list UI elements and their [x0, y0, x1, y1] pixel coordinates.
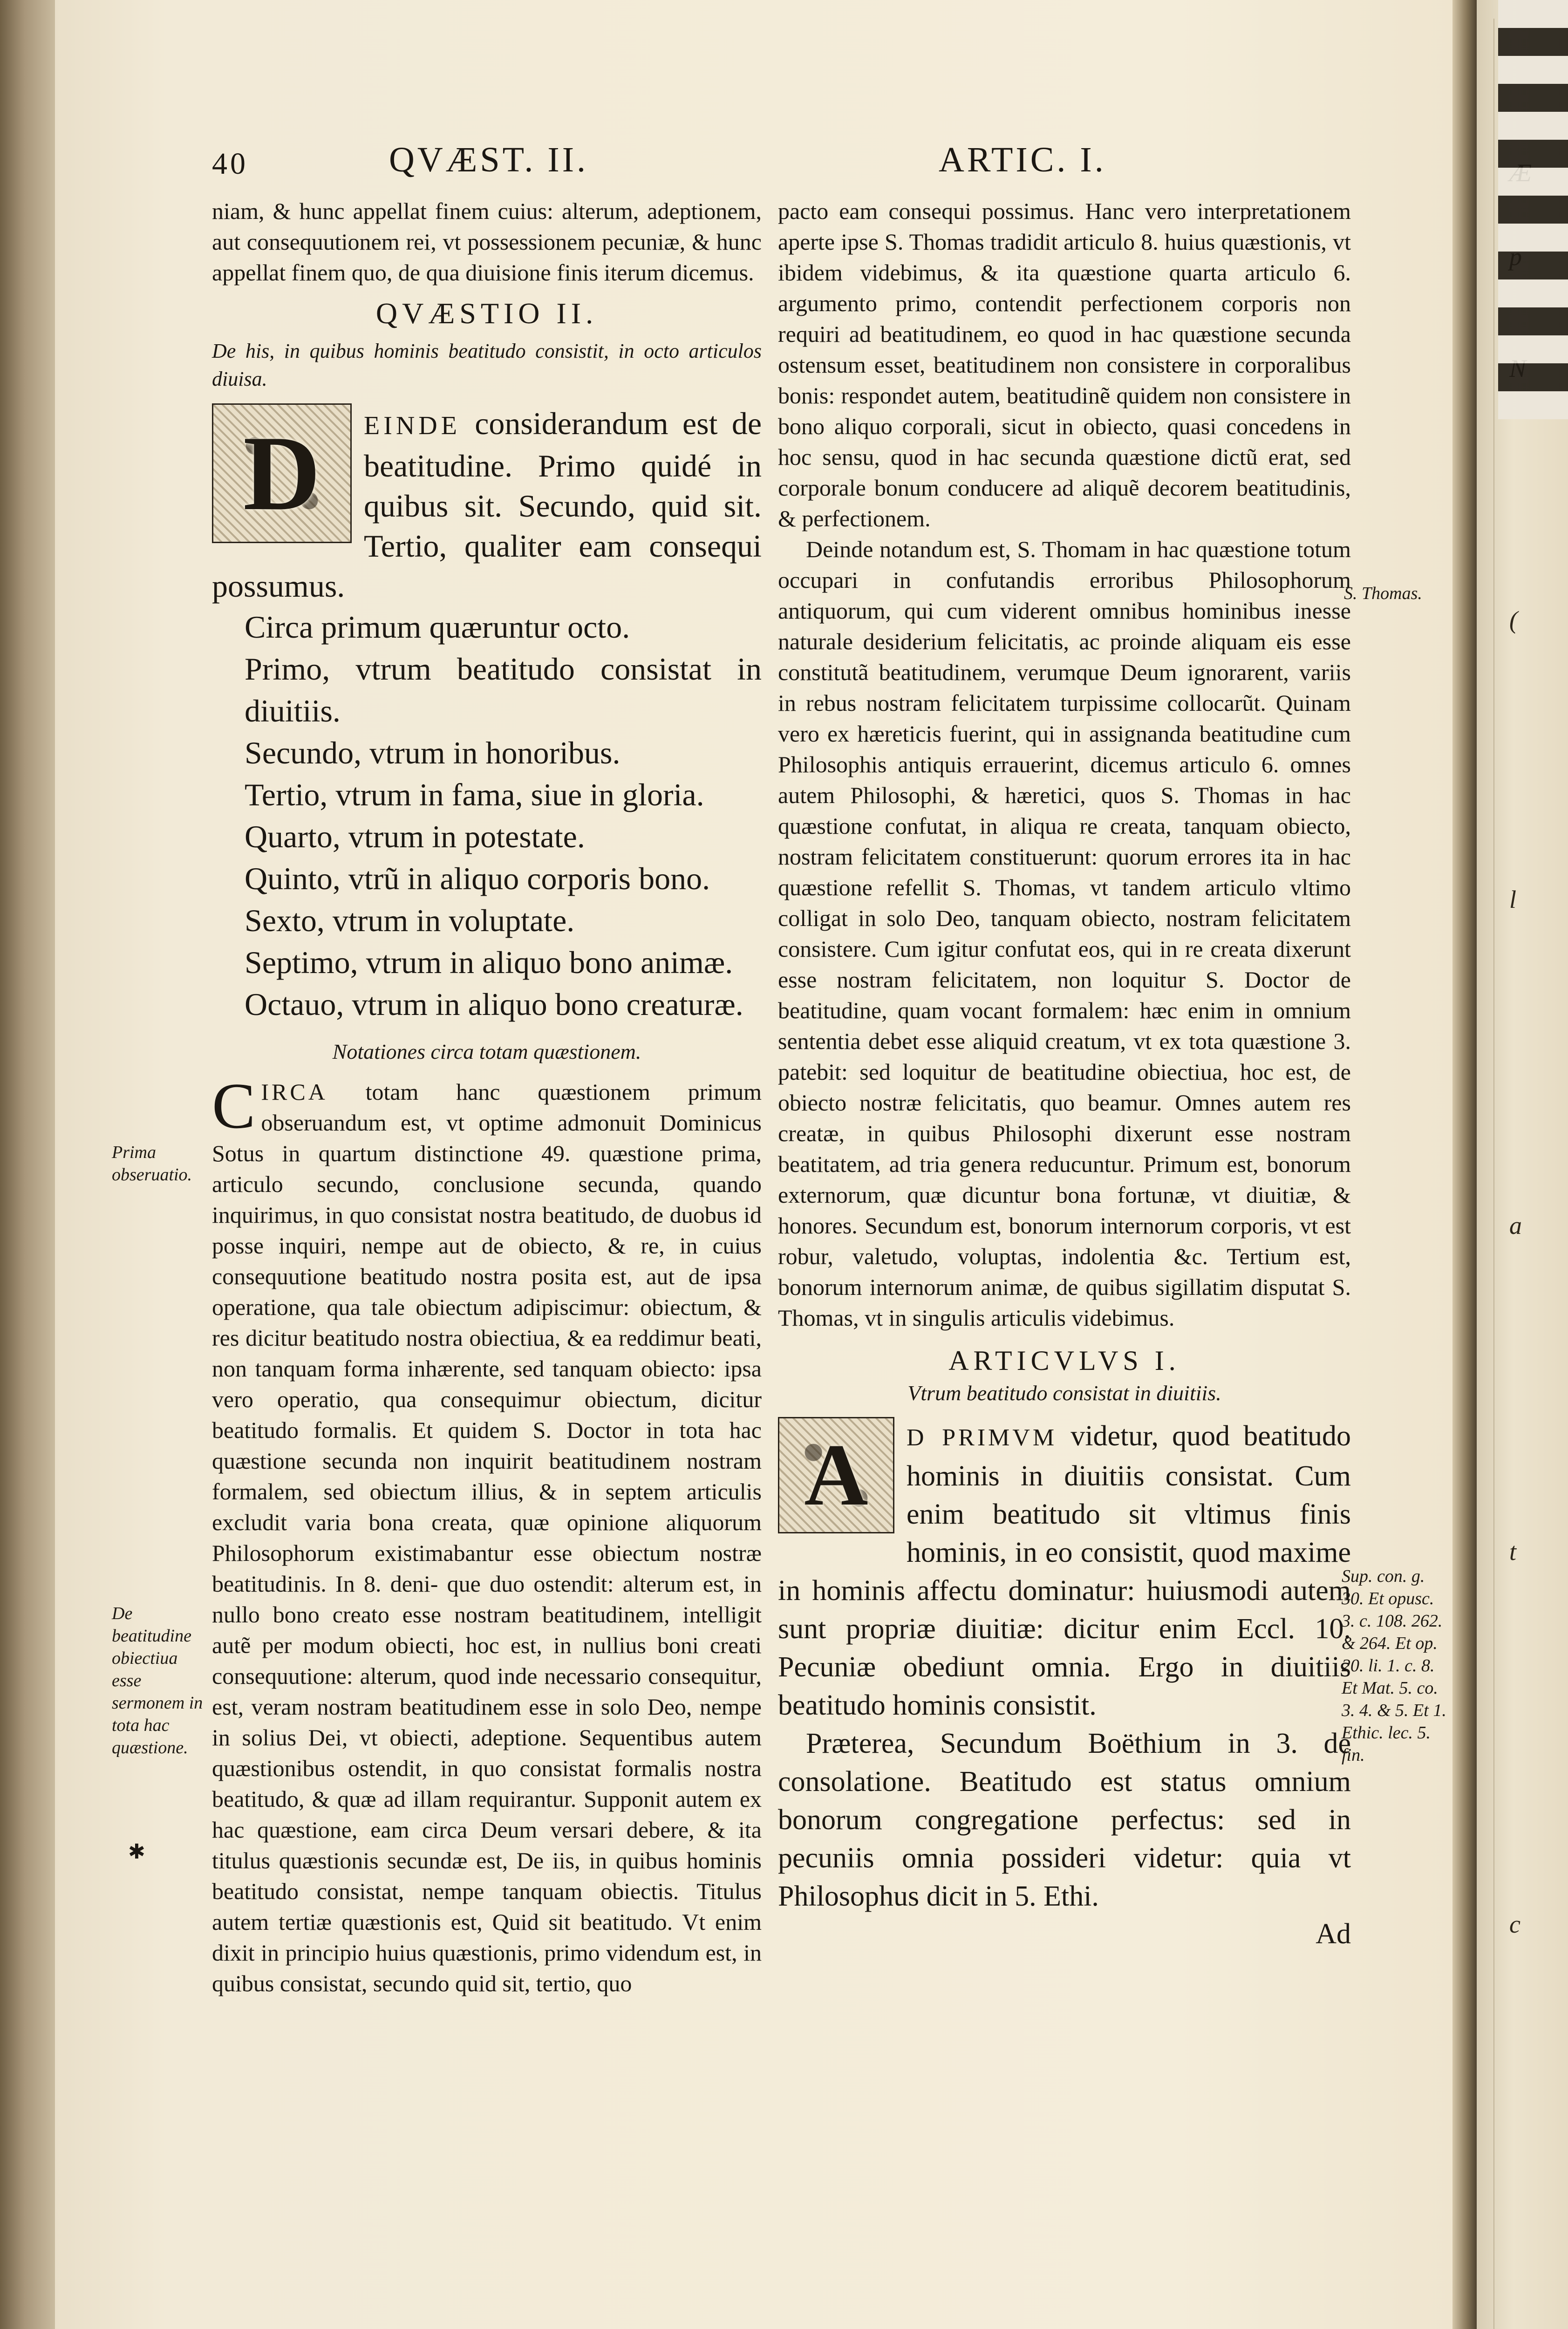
- margin-note-prima-obseruatio: Prima obseruatio.: [112, 1143, 192, 1185]
- question-item: Quinto, vtrũ in aliquo corporis bono.: [245, 861, 710, 896]
- decorated-initial-a: A: [778, 1417, 894, 1533]
- question-item: Sexto, vtrum in voluptate.: [245, 903, 575, 938]
- facing-page-edge: [1477, 0, 1568, 2329]
- article-title: ARTICVLVS I.: [948, 1345, 1180, 1376]
- question-item: Septimo, vtrum in aliquo bono animæ.: [245, 945, 733, 980]
- right-column: [778, 196, 1351, 1953]
- page-number: 40: [212, 147, 248, 181]
- running-head-question: QVÆST. II.: [389, 140, 589, 179]
- intro-smallcaps: EINDE: [364, 411, 461, 440]
- facing-page-char: a: [1509, 1212, 1522, 1239]
- facing-page-char: l: [1509, 885, 1517, 913]
- question-title: QVÆSTIO II.: [375, 297, 598, 330]
- carry-over-paragraph: niam, & hunc appellat finem cuius: alterum, adeptionem, aut consequutionem rei, vt possessionem pecuniæ, & hunc appellat finem quo, de qua diuisione finis iterum dicemus.: [212, 198, 762, 286]
- facing-page-rule: [1493, 19, 1494, 2329]
- book-binding-left: [0, 0, 55, 2329]
- right-paragraph-2: Deinde notandum est, S. Thomam in hac quæstione totum occupari in confutandis erroribus Philosophorum antiquorum, qui cum viderent omnibus hominibus inesse naturale desiderium felicitatis, ac proinde aliquam eis esse constitutã beatitudinem, verumque Deum ignorarent, variis in rebus nostram felicitatem turpissime collocarũt. Quinam vero ex hæreticis fuerint, qui in assignanda beatitudine cum Philosophis antiquis errauerint, dicemus articulo 6. omnes autem Philosophi, & hæretici, quos S. Thomas in hac quæstione confutat, in aliqua re creata, tanquam obiecto, nostram felicitatem constituerunt: quorum errores ita in hac quæstione refellit S. Thomas, vt tandem articulo vltimo colligat in solo Deo, tanquam obiecto, nostram felicitatem consistere. Cum igitur confutat eos, qui in re creata dixerunt esse nostram felicitatem, non loquitur S. Doctor de beatitudine, quam vocant formalem: hæc enim in omnium sententia debet esse aliquid creatum, vt ex tota quæstione 3. patebit: sed loquitur de beatitudine obiectiua, hoc est, de obiecto nostræ felicitatis, quo beamur. Omnes autem res creatæ, in quibus Philosophi dixerunt esse nostram beatitatem, ad tria genera reducuntur. Primum est, bonorum externorum, quæ dicuntur bona fortunæ, vt diuitiæ, & honores. Secundum est, bonorum internorum corporis, vt est robur, valetudo, voluptas, indolentia &c. Tertium est, bonorum internorum animæ, de quibus sigillatim disputat S. Thomas, vt in singulis articulis videbimus.: [778, 536, 1351, 1331]
- intro-text: considerandum est de beatitudine. Primo quidé in quibus sit. Secundo, quid sit. Tertio, qualiter eam consequi possumus.: [212, 406, 762, 604]
- decorated-initial-d: D: [212, 403, 352, 543]
- book-gutter: [1452, 0, 1477, 2329]
- article-subtitle: Vtrum beatitudo consistat in diuitiis.: [907, 1381, 1221, 1405]
- catchword: Ad: [1316, 1918, 1351, 1950]
- notationes-title: Notationes circa totam quæstionem.: [332, 1040, 641, 1063]
- question-lead: Circa primum quæruntur octo.: [245, 609, 630, 645]
- margin-note-references: Sup. con. g. 30. Et opusc. 3. c. 108. 262. & 264. Et op. 20. li. 1. c. 8. Et Mat. 5. co. 3. 4. & 5. Et 1. Ethic. lec. 5. fin.: [1342, 1566, 1446, 1765]
- left-column: [212, 196, 762, 1999]
- question-intro: [212, 403, 762, 606]
- article-paragraph-1: [778, 1417, 1351, 1724]
- notationes-smallcaps: IRCA: [261, 1079, 328, 1105]
- right-paragraph-1: pacto eam consequi possimus. Hanc vero interpretationem aperte ipse S. Thomas tradidit articulo 8. huius quæstionis, vt ibidem videbimus, & ita quæstione quarta articulo 6. argumento primo, contendit perfectionem corporis non requiri ad beatitudinem, eo quod in hac quæstione secunda ostensum esset, beatitudinem non consistere in corporalibus bonis: respondet autem, beatitudinẽ quidem non consistere in bono aliquo corporali, sicut in obiecto, quasi concedens in hoc sensu, quod in hac secunda quæstione dictũ erat, sed corporale bonum conducere ad aliquẽ decorem beatitudinis, & perfectionem.: [778, 198, 1351, 531]
- margin-note-de-beatitudine: De beatitudine obiectiua esse sermonem in tota hac quæstione.: [112, 1604, 203, 1757]
- notationes-paragraph: [212, 1070, 762, 1999]
- facing-page-char: (: [1509, 606, 1518, 634]
- article-text: videtur, quod beatitudo hominis in diuitiis consistat. Cum enim beatitudo sit vltimus finis hominis, in eo consistit, quod maxime in hominis affectu dominatur: huiusmodi autem sunt propriæ diuitiæ: dicitur enim Eccl. 10. Pecuniæ obediunt omnia. Ergo in diuitiis beatitudo hominis consistit.: [778, 1420, 1351, 1721]
- margin-note-s-thomas: S. Thomas.: [1344, 584, 1422, 603]
- question-item: Quarto, vtrum in potestate.: [245, 819, 585, 854]
- question-subtitle: De his, in quibus hominis beatitudo consistit, in octo articulos diuisa.: [212, 340, 762, 390]
- question-item: Octauo, vtrum in aliquo bono creaturæ.: [245, 987, 743, 1022]
- question-item: Tertio, vtrum in fama, siue in gloria.: [245, 777, 704, 812]
- drop-cap-c: C: [212, 1070, 256, 1142]
- facing-page-char: t: [1509, 1538, 1517, 1566]
- notationes-text: totam hanc quæstionem primum obseruandum est, vt optime admonuit Dominicus Sotus in quartum distinctione 49. quæstione prima, articulo secundo, conclusione secunda, quando inquirimus, in quo consistat nostra beatitudo, de duobus id posse inquiri, nempe aut de obiecto, & re, in cuius consequutione beatitudo nostra posita est, aut de ipsa operatione, qua tale obiectum adipiscimur: obiectum, & res dicitur beatitudo nostra obiectiua, & ea reddimur beati, non tanquam forma inhærente, sed tanquam obiecto: ipsa vero operatio, qua consequimur obiectum, dicitur beatitudo formalis. Et quidem S. Doctor in tota hac quæstione secunda non inquirit beatitudinem nostram formalem, sed obiectum illius, & in septem articulis excludit varia bona creata, quæ opinione aliquorum Philosophorum existimabantur esse obiectum nostræ beatitudinis. In 8. deni- que duo ostendit: alterum est, in nullo bono creato esse nostram beatitudinem, intelligit autẽ per modum obiecti, hoc est, in nullius boni creati consequutione: alterum, quod inde necessario consequitur, est, veram nostram beatitudinem esse in solo Deo, nempe in solius Dei, vt obiecti, adeptione. Sequentibus autem quæstionibus ostendit, in quo consistat formalis nostra beatitudo, & quæ ad illam requirantur. Supponit autem ex hac quæstione, eam circa Deum versari debere, & ita titulus quæstionis secundæ est, De iis, in quibus hominis beatitudo consistat, nempe tanquam obiectis. Titulus autem tertiæ quæstionis est, Quid sit beatitudo. Vt enim dixit in principio huius quæstionis, primo videndum est, in quibus consistat, secundo quid sit, tertio, quo: [212, 1079, 762, 1996]
- question-item: Primo, vtrum beatitudo consistat in diuitiis.: [245, 651, 762, 729]
- facing-page-char: c: [1509, 1910, 1520, 1938]
- running-head-article: ARTIC. I.: [939, 140, 1106, 179]
- article-paragraph-2: Præterea, Secundum Boëthium in 3. de consolatione. Beatitudo est status omnium bonorum congregatione perfectus: sed in pecuniis omnia possideri videtur: quia vt Philosophus dicit in 5. Ethi.: [778, 1728, 1351, 1912]
- article-smallcaps: D PRIMVM: [907, 1424, 1057, 1451]
- running-head: [212, 140, 1386, 196]
- question-item: Secundo, vtrum in honoribus.: [245, 735, 620, 770]
- scale-ruler: [1498, 0, 1568, 419]
- margin-mark: ✱: [128, 1840, 145, 1863]
